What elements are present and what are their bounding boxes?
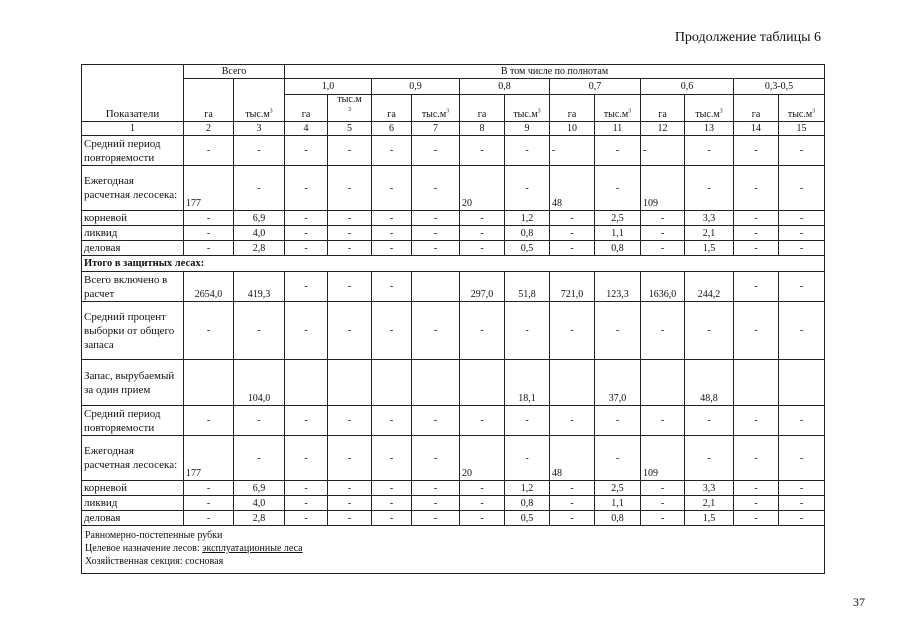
table-row [82,241,825,256]
header-total: Всего [184,65,285,79]
table-cell: - [550,241,595,256]
table-cell: - [234,302,285,360]
table-cell: - [550,136,595,166]
table-cell: - [372,511,412,526]
table-row [82,511,825,526]
table-cell: 2654,0 [184,272,234,302]
page-number: 37 [853,595,865,609]
table-cell: - [184,406,234,436]
row-label: корневой [82,211,184,226]
table-cell: 1,5 [685,511,734,526]
header-thous-m: $тыс.м^3$ [685,95,734,122]
table-cell: - [285,272,328,302]
col-number: 3 [234,122,285,136]
header-thous-m: $тыс.м^3$ [234,79,285,122]
footer-row [82,526,825,574]
table-cell: - [460,406,505,436]
table-cell: - [779,481,825,496]
table-cell: 48,8 [685,360,734,406]
header-indicators: Показатели [82,65,184,122]
table-cell: - [412,481,460,496]
table-cell: 1636,0 [641,272,685,302]
table-cell: 2,8 [234,511,285,526]
table-cell: - [550,211,595,226]
table-cell: 1,5 [685,241,734,256]
table-cell: - [412,302,460,360]
table-row [82,496,825,511]
table-cell: - [550,511,595,526]
table-caption: Продолжение таблицы 6 [674,30,821,45]
table-cell: - [285,136,328,166]
table-cell: - [734,481,779,496]
footer-notes [82,526,825,574]
table-cell: - [505,302,550,360]
table-cell: 1,2 [505,481,550,496]
header-thous-m: $тыс.м^3$ [412,95,460,122]
table-cell: - [685,436,734,481]
header-ha: га [734,95,779,122]
table-cell: - [779,136,825,166]
table-cell: - [412,136,460,166]
table-cell: - [285,496,328,511]
col-number: 2 [184,122,234,136]
table-cell: - [779,511,825,526]
table-cell: - [328,406,372,436]
table-cell: 3,3 [685,211,734,226]
table-cell: - [285,302,328,360]
table-cell: - [460,241,505,256]
row-label: деловая [82,241,184,256]
table-cell: - [779,496,825,511]
row-label: ликвид [82,226,184,241]
table-cell: - [184,226,234,241]
density-0-9: 0,9 [372,79,460,95]
table-row [82,360,825,406]
table-cell [372,360,412,406]
table-row [82,166,825,211]
col-number: 10 [550,122,595,136]
table-cell: - [372,302,412,360]
table-cell: - [779,436,825,481]
table-cell: - [779,302,825,360]
row-label: ликвид [82,496,184,511]
table-row [82,211,825,226]
table-cell: 1,2 [505,211,550,226]
table-cell: - [328,511,372,526]
table-row [82,436,825,481]
table-cell [641,360,685,406]
table-cell: - [779,272,825,302]
table-cell: - [641,481,685,496]
table-cell: - [285,406,328,436]
table-cell: - [595,436,641,481]
row-label: Средний процент выборки от общего запаса [82,302,184,360]
density-0-8: 0,8 [460,79,550,95]
table-cell: - [372,481,412,496]
table-cell: - [460,496,505,511]
table-cell: 177 [184,436,234,481]
row-label: Ежегодная расчетная лесосека: [82,436,184,481]
table-cell [412,272,460,302]
table-cell: - [595,302,641,360]
table-cell: 419,3 [234,272,285,302]
table-cell: - [328,481,372,496]
table-cell: 104,0 [234,360,285,406]
footer-line-2: Целевое назначение лесов: эксплуатационные леса [85,543,303,554]
table-cell: - [285,166,328,211]
table-cell: - [412,166,460,211]
table-cell: - [505,166,550,211]
table-cell: 244,2 [685,272,734,302]
table-cell: 2,8 [234,241,285,256]
row-label: Всего включено в расчет [82,272,184,302]
table-cell: - [779,406,825,436]
table-cell: - [412,436,460,481]
table-cell: - [734,496,779,511]
table-cell: - [285,511,328,526]
table-row [82,481,825,496]
table-cell: - [550,406,595,436]
table-cell: - [734,272,779,302]
table-cell: 0,8 [595,241,641,256]
table-cell: 297,0 [460,272,505,302]
table-row [82,272,825,302]
table-cell [779,360,825,406]
table-cell [184,360,234,406]
table-cell: 721,0 [550,272,595,302]
header-ha: га [460,95,505,122]
header-ha: га [184,79,234,122]
header-ha: га [285,95,328,122]
table-cell: 0,5 [505,241,550,256]
table-cell: - [641,302,685,360]
table-cell: - [328,166,372,211]
table-cell: - [285,481,328,496]
table-cell: - [550,496,595,511]
table-cell: 3,3 [685,481,734,496]
col-number: 11 [595,122,641,136]
table-row [82,136,825,166]
table-cell: - [641,241,685,256]
table-cell: 48 [550,436,595,481]
table-cell: 2,1 [685,226,734,241]
table-cell: 123,3 [595,272,641,302]
table-cell: 0,5 [505,511,550,526]
table-cell: - [372,406,412,436]
col-number: 13 [685,122,734,136]
header-thous-m: тыс.м 3 [328,95,372,122]
table-cell: - [328,302,372,360]
header-thous-m: $тыс.м^3$ [595,95,641,122]
table-cell: - [685,406,734,436]
table-cell: - [328,136,372,166]
table-row [82,302,825,360]
column-numbers-row [82,122,825,136]
table-cell: 2,5 [595,481,641,496]
table-cell: - [412,406,460,436]
table-cell: - [641,406,685,436]
table-cell [412,360,460,406]
table-cell: - [641,496,685,511]
table-cell: - [234,406,285,436]
table-cell: - [460,211,505,226]
table-cell: - [685,136,734,166]
table-cell: - [412,511,460,526]
table-cell: - [184,511,234,526]
col-number: 1 [82,122,184,136]
table-cell: - [550,481,595,496]
table-cell: - [372,211,412,226]
table-cell: 109 [641,166,685,211]
table-cell: - [234,136,285,166]
table-cell: - [328,226,372,241]
header-ha: га [641,95,685,122]
table-cell: - [184,302,234,360]
table-cell [328,360,372,406]
table-cell: 177 [184,166,234,211]
table-cell: 0,8 [505,496,550,511]
table-cell: - [779,211,825,226]
table-cell [460,360,505,406]
table-cell: 37,0 [595,360,641,406]
table-cell: 18,1 [505,360,550,406]
row-label: деловая [82,511,184,526]
table-cell: - [184,496,234,511]
row-label: Запас, вырубаемый за один прием [82,360,184,406]
table-cell: - [372,226,412,241]
col-number: 12 [641,122,685,136]
forest-purpose-value: эксплуатационные леса [202,543,303,554]
header-thous-m: $тыс.м^3$ [779,95,825,122]
col-number: 6 [372,122,412,136]
row-label: Средний период повторяемости [82,406,184,436]
col-number: 4 [285,122,328,136]
table-cell: - [641,136,685,166]
table-cell: - [779,166,825,211]
table-cell: - [550,302,595,360]
table-cell: - [412,226,460,241]
table-cell: 20 [460,166,505,211]
table-cell: - [734,511,779,526]
table-cell: - [234,436,285,481]
table-cell: - [685,302,734,360]
table-cell: - [372,272,412,302]
table-cell: - [234,166,285,211]
table-cell: - [328,241,372,256]
table-cell: - [641,211,685,226]
table-cell: - [734,302,779,360]
col-number: 8 [460,122,505,136]
table-cell: - [460,511,505,526]
table-cell: - [779,241,825,256]
table-cell: 4,0 [234,496,285,511]
density-1-0: 1,0 [285,79,372,95]
table-cell: - [550,226,595,241]
table-cell: - [641,226,685,241]
density-0-3-0-5: 0,3-0,5 [734,79,825,95]
density-0-6: 0,6 [641,79,734,95]
header-thous-m: $тыс.м^3$ [505,95,550,122]
table-cell: - [372,166,412,211]
forest-table [81,64,825,574]
table-row [82,226,825,241]
table-cell: - [328,496,372,511]
table-cell: - [685,166,734,211]
table-cell: 6,9 [234,481,285,496]
section-row [82,256,825,272]
table-cell: - [460,226,505,241]
section-title: Итого в защитных лесах: [82,256,825,272]
table-cell: - [641,511,685,526]
table-cell: - [460,136,505,166]
table-cell: 4,0 [234,226,285,241]
table-cell: 51,8 [505,272,550,302]
table-cell: - [412,211,460,226]
col-number: 14 [734,122,779,136]
density-0-7: 0,7 [550,79,641,95]
table-cell: - [595,406,641,436]
table-cell: - [184,481,234,496]
table-cell: - [734,211,779,226]
table-cell: - [372,241,412,256]
col-number: 5 [328,122,372,136]
table-cell: - [734,241,779,256]
table-cell: 2,1 [685,496,734,511]
table-cell: 48 [550,166,595,211]
col-number: 15 [779,122,825,136]
header-ha: га [372,95,412,122]
col-number: 7 [412,122,460,136]
table-cell: - [184,136,234,166]
row-label: Средний период повторяемости [82,136,184,166]
table-cell: - [285,436,328,481]
table-cell: 1,1 [595,226,641,241]
table-cell: - [328,272,372,302]
table-cell: - [184,241,234,256]
table-cell: - [734,136,779,166]
table-cell: - [372,496,412,511]
table-cell: - [595,136,641,166]
header-including: В том числе по полнотам [285,65,825,79]
table-cell: - [734,406,779,436]
table-cell: - [779,226,825,241]
table-cell: - [412,496,460,511]
table-cell [550,360,595,406]
col-number: 9 [505,122,550,136]
table-cell: - [328,436,372,481]
table-cell: - [734,166,779,211]
table-cell: - [505,436,550,481]
table-cell: - [505,406,550,436]
table-cell: - [412,241,460,256]
table-cell: 1,1 [595,496,641,511]
table-cell: - [285,226,328,241]
table-cell [734,360,779,406]
table-cell: - [734,226,779,241]
table-cell: - [328,211,372,226]
table-cell: 0,8 [595,511,641,526]
table-cell: - [505,136,550,166]
footer-line-1: Равномерно-постепенные рубки [85,530,223,541]
row-label: Ежегодная расчетная лесосека: [82,166,184,211]
table-cell: - [372,136,412,166]
table-cell: 6,9 [234,211,285,226]
header-ha: га [550,95,595,122]
table-cell: - [372,436,412,481]
table-cell: - [460,481,505,496]
table-cell [285,360,328,406]
table-cell: 109 [641,436,685,481]
table-cell: - [184,211,234,226]
row-label: корневой [82,481,184,496]
table-cell: 2,5 [595,211,641,226]
table-row [82,406,825,436]
table-cell: - [285,241,328,256]
table-cell: 20 [460,436,505,481]
table-cell: - [595,166,641,211]
table-cell: - [734,436,779,481]
table-cell: 0,8 [505,226,550,241]
footer-line-3: Хозяйственная секция: сосновая [85,556,224,567]
table-cell: - [285,211,328,226]
table-cell: - [460,302,505,360]
